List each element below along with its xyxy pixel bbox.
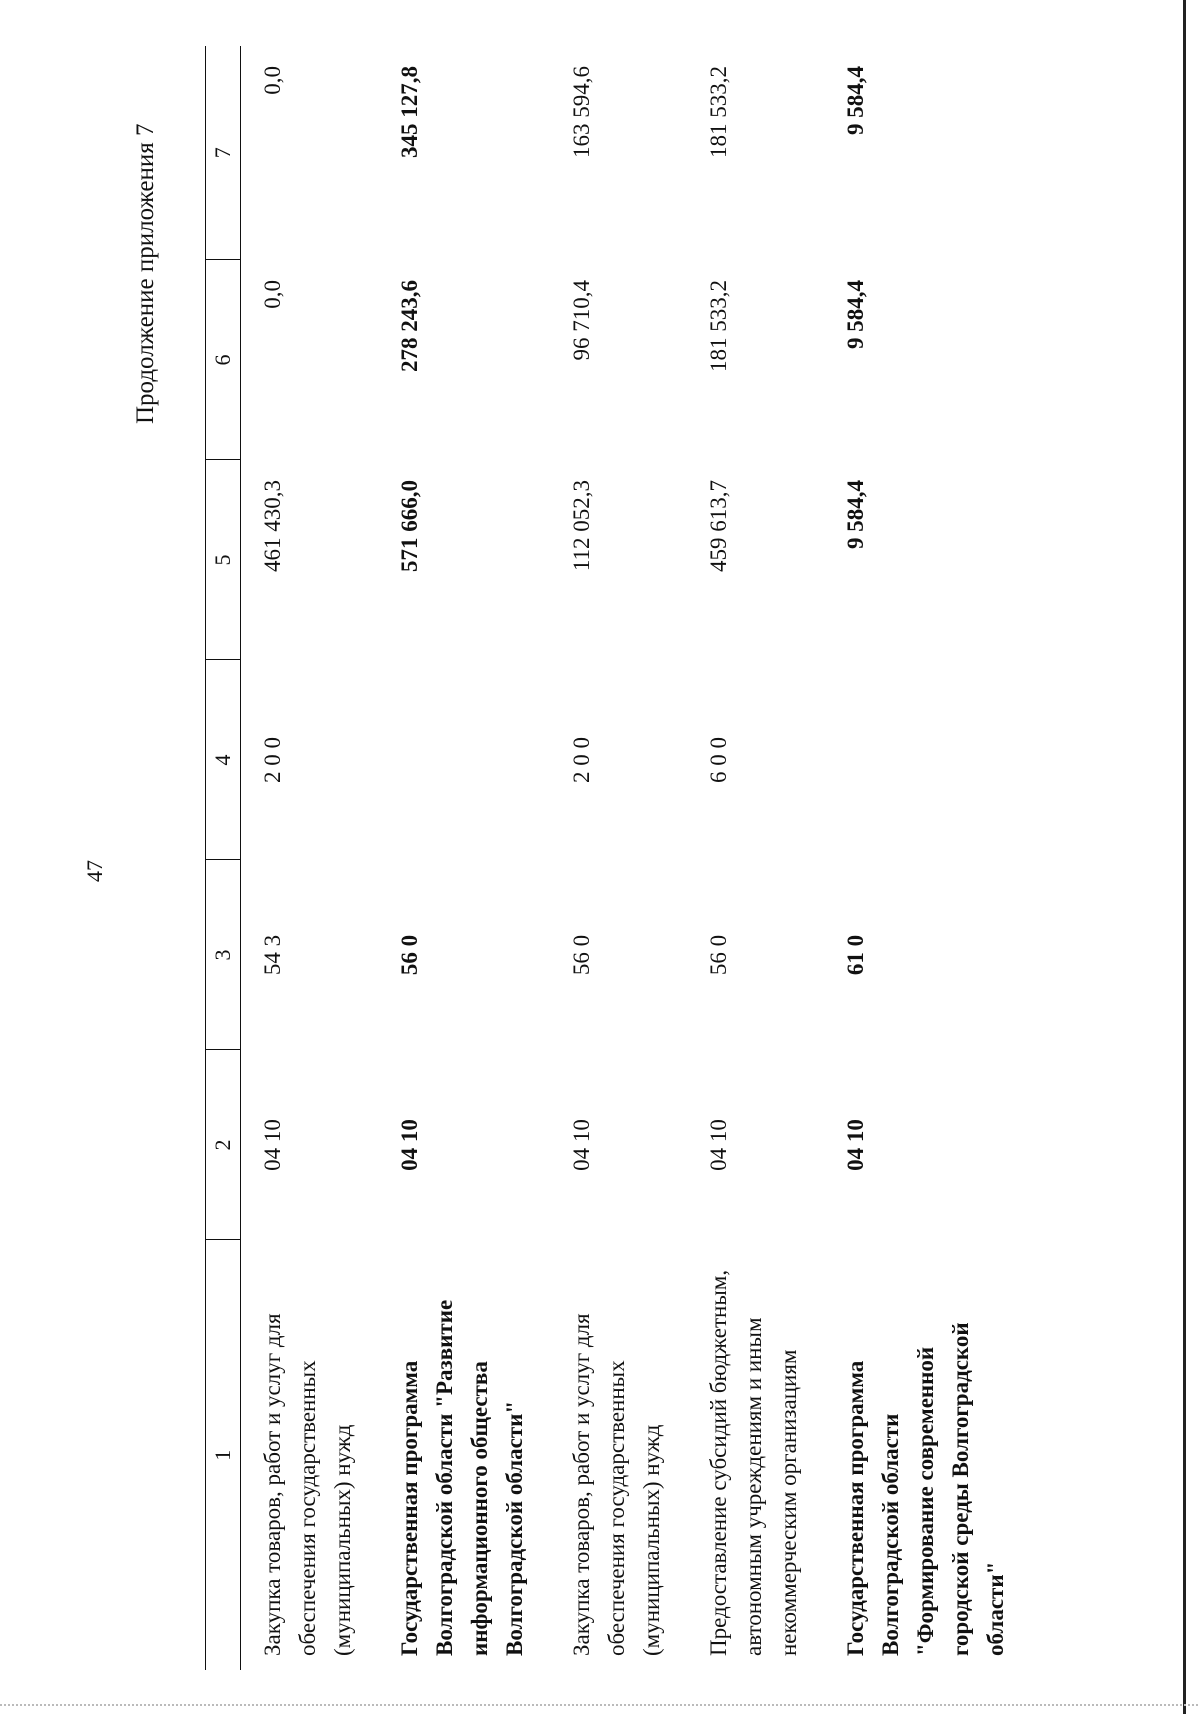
header-col-4: 4 — [206, 660, 241, 860]
row-amount-col6: 96 710,4 — [569, 280, 594, 361]
row-section-code: 04 10 — [569, 1119, 594, 1171]
row-name: Предоставление субсидий бюджетным, автономным учреждениям и иным некоммерческим организациям — [706, 1269, 801, 1656]
row-section-code: 04 10 — [706, 1119, 731, 1171]
row-program-code: 56 0 — [397, 934, 422, 976]
row-section-code: 04 10 — [843, 1119, 868, 1171]
row-amount-col7: 163 594,6 — [569, 66, 594, 158]
row-amount-col5: 112 052,3 — [569, 480, 594, 572]
row-expense-type — [378, 660, 550, 860]
row-amount-col5: 9 584,4 — [843, 480, 868, 549]
row-amount-col6: 278 243,6 — [397, 280, 422, 372]
budget-table — [205, 46, 1031, 1670]
row-name: Государственная программа Волгоградской области "Развитие информационного общества Волгоградской области" — [397, 1299, 527, 1656]
row-section-code: 04 10 — [260, 1119, 285, 1171]
row-expense-type — [824, 660, 1031, 860]
row-name: Закупка товаров, работ и услуг для обеспечения государственных (муниципальных) нужд — [260, 1313, 355, 1656]
row-amount-col5: 571 666,0 — [397, 480, 422, 572]
row-program-code: 54 3 — [260, 934, 285, 976]
table-row — [687, 46, 824, 1670]
row-name: Государственная программа Волгоградской области "Формирование современной городской среды Волгоградской области" — [843, 1322, 1008, 1656]
row-name: Закупка товаров, работ и услуг для обеспечения государственных (муниципальных) нужд — [569, 1313, 664, 1656]
row-expense-type: 2 0 0 — [260, 737, 285, 783]
row-amount-col7: 0,0 — [260, 66, 285, 95]
row-expense-type: 6 0 0 — [706, 737, 731, 783]
header-col-1: 1 — [206, 1240, 241, 1670]
header-col-7: 7 — [206, 46, 241, 260]
header-col-2: 2 — [206, 1050, 241, 1240]
header-col-5: 5 — [206, 460, 241, 660]
row-amount-col7: 345 127,8 — [397, 66, 422, 158]
row-amount-col6: 9 584,4 — [843, 280, 868, 349]
header-col-3: 3 — [206, 860, 241, 1050]
header-col-6: 6 — [206, 260, 241, 460]
page-number: 47 — [82, 860, 107, 882]
table-header-row — [206, 46, 241, 1670]
row-amount-col5: 461 430,3 — [260, 480, 285, 572]
row-amount-col7: 9 584,4 — [843, 66, 868, 135]
row-program-code: 61 0 — [843, 934, 868, 976]
row-expense-type: 2 0 0 — [569, 737, 594, 783]
row-amount-col6: 0,0 — [260, 280, 285, 309]
row-program-code: 56 0 — [569, 934, 594, 976]
row-section-code: 04 10 — [397, 1119, 422, 1171]
row-amount-col7: 181 533,2 — [706, 66, 731, 158]
table-row — [241, 46, 379, 1670]
row-amount-col5: 459 613,7 — [706, 480, 731, 572]
table-row — [824, 46, 1031, 1670]
row-amount-col6: 181 533,2 — [706, 280, 731, 372]
table-row — [550, 46, 687, 1670]
table-row — [378, 46, 550, 1670]
continuation-title: Продолжение приложения 7 — [132, 123, 159, 424]
row-program-code: 56 0 — [706, 934, 731, 976]
